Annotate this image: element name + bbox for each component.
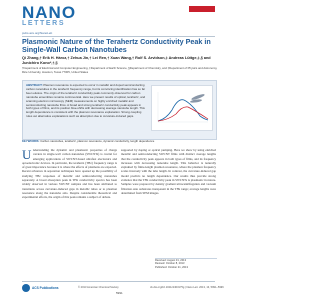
copyright: © 2013 American Chemical Society [78, 286, 119, 289]
abstract-heading: ABSTRACT: [26, 83, 43, 87]
journal-website-link[interactable]: pubs.acs.org/NanoLett [22, 31, 53, 35]
toc-graphic-illustration [152, 86, 212, 130]
publisher-name: ACS Publications [32, 286, 59, 290]
revised-row: Revised: October 8, 2013 [155, 262, 185, 266]
received-row: Received: August 31, 2013 [155, 259, 187, 262]
acs-logo-icon [22, 284, 30, 292]
body-column-left [22, 148, 117, 268]
received-dates [155, 258, 217, 273]
affiliations: †Department of Electrical and Computer Engineering, ‡Department of Earth Science, §Department of Chemistry, and ‡Department of Physics and Astronomy, Rice University, Houston, Texas 77005, United States [22, 66, 218, 74]
publisher-logo [22, 284, 59, 292]
doi-citation[interactable]: dx.doi.org/10.1021/nl403175g | Nano Lett. 2013, 13, 5991–5996 [150, 286, 224, 289]
article-title: Plasmonic Nature of the Terahertz Conductivity Peak in Single-Wall Carbon Nanotubes [22, 37, 211, 54]
toc-graphic [151, 85, 213, 131]
published-row: Published: October 21, 2013 [155, 265, 188, 269]
footer-rule [22, 281, 215, 282]
abstract-box [22, 80, 217, 140]
keywords-label: KEYWORDS: [22, 139, 40, 143]
left-column-text: nderstanding the dynamic and plasmonic properties of charge carriers in single-wall carbon nanotubes (SWCNTs) is crucial for emerging applications of SWCNT-based ultrafast electronics and optoelectronic devices. In particular, the terahertz (THz) frequency range is of great importance because it is where the effects of plasmons are expected. Recent advances in separation techniques have opened up the possibility of studying THz responses of metallic and semiconducting nanotubes separately. A broad absorption peak in THz conductivity spectra has been widely observed in various SWCNT samples and has been attributed to transitions across curvature-induced gaps in metallic tubes or to plasmon resonance along the nanotube axis. Despite considerable theoretical and experimental efforts, the origin of this peak remains a subject of debate. [22, 148, 117, 200]
right-column-text: supported by doping or optical pumping. Here we show by using enriched metallic and semiconducting SWCNT films with distinct average lengths that the conductivity peak appears in both types of films, and its frequency increases with decreasing nanotube length. This behavior is naturally explained by finite-length plasmon resonance, where the plasmon frequency scales inversely with the tube length. In contrast, the curvature-induced gap model predicts no length dependence. Our results thus provide strong evidence that the THz conductivity peak in SWCNTs is plasmonic in nature. Samples were prepared by density gradient ultracentrifugation and vacuum filtration onto substrates transparent in the THz range; average lengths were determined from SEM images. [121, 148, 216, 195]
body-column-right [121, 148, 216, 268]
journal-subname: LETTERS [22, 20, 66, 27]
journal-name: NANO [22, 3, 77, 22]
abstract-text: Plasmon resonance is expected to occur in metallic and doped semiconducting carbon nanotubes in the terahertz frequency range, but its convincing identification has so far been elusive. The origin of the terahertz conductivity peak commonly observed for carbon nanotube ensembles remains controversial. Here we present results of optical, terahertz, and scanning electron microscopy (SEM) measurements on highly enriched metallic and semiconducting nanotube films. A broad and strong terahertz conductivity peak appears in both types of films, and its position blue-shifts with decreasing average nanotube length. This length dependence is consistent with the plasmon resonance explanation. Strong coupling rules out alternative explanations such as absorption due to curvature-induced gaps. [26, 83, 146, 119]
letter-tag [189, 6, 215, 12]
abstract [26, 84, 146, 119]
author-list: Qi Zhang,† Erik H. Hároz,† Zehua Jin,† Lei Ren,† Xuan Wang,† Rolf S. Arvidson,‡ Andreas Lüttge,‡,§ and Junichiro Kono*,†,§ [22, 56, 211, 65]
page-number: 5991 [116, 291, 123, 295]
journal-logo [22, 3, 77, 28]
keywords-text: Carbon nanotubes, terahertz, plasmon resonance, dynamic conductivity, length dependence [40, 139, 155, 143]
body-paragraph-left [22, 148, 117, 200]
keywords [22, 140, 217, 144]
drop-cap: U [22, 148, 32, 162]
